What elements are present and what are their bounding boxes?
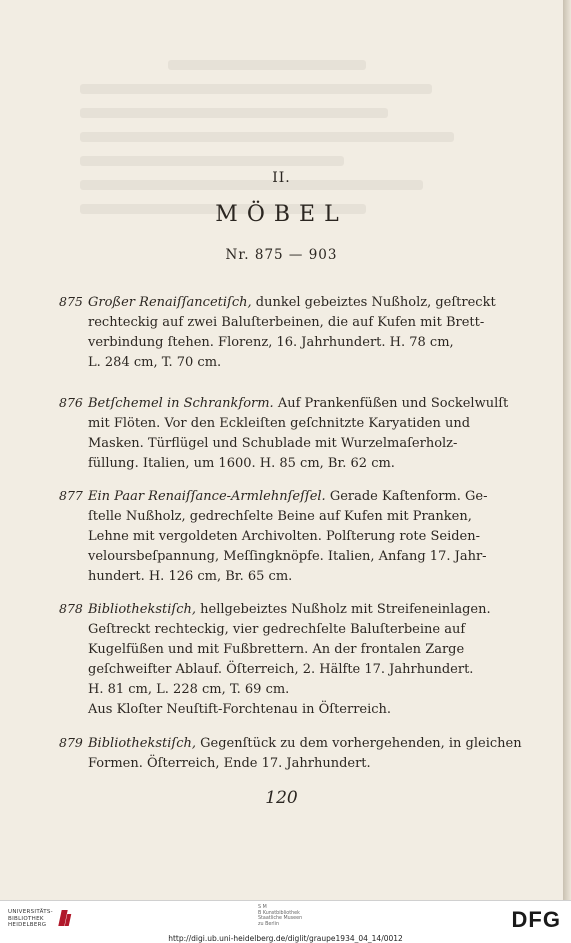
catalog-entry: [59, 599, 489, 720]
lot-text: Gegenſtück zu dem vorhergehenden, in gleichen: [196, 736, 522, 751]
lot-number: 875: [59, 294, 83, 309]
lot-text: Gerade Kaſtenform. Ge-: [325, 489, 488, 504]
lot-number: 879: [59, 735, 83, 750]
lot-number: 878: [59, 601, 83, 616]
university-emblem-icon: [58, 910, 72, 928]
lot-title: Ein Paar Renaiſſance-Armlehnſeſſel.: [88, 489, 326, 504]
lot-text-line: veloursbeſpannung, Meſſingknöpfe. Italien, Anfang 17. Jahr-: [88, 549, 487, 564]
catalog-entry: [59, 393, 509, 474]
lot-text-line: Kugelfüßen und mit Fußbrettern. An der frontalen Zarge: [88, 642, 465, 657]
lot-number: 876: [59, 395, 83, 410]
lot-range: Nr. 875 — 903: [225, 247, 338, 263]
lot-title: Bibliothekstiſch,: [88, 736, 196, 751]
lot-text-line: Aus Kloſter Neuſtift-Forchtenau in Öſterreich.: [88, 702, 392, 717]
page-edge: [563, 0, 571, 900]
lot-text: dunkel gebeiztes Nußholz, geſtreckt: [251, 295, 496, 310]
lot-text-line: Masken. Türflügel und Schublade mit Wurzelmaſerholz-: [88, 436, 458, 451]
lot-text-line: H. 81 cm, L. 228 cm, T. 69 cm.: [88, 682, 290, 697]
lot-text: hellgebeiztes Nußholz mit Streifeneinlagen.: [196, 602, 491, 617]
permalink-url[interactable]: http://digi.ub.uni-heidelberg.de/diglit/graupe1934_04_14/0012: [168, 934, 403, 943]
lot-text-line: Geſtreckt rechteckig, vier gedrechſelte Baluſterbeine auf: [88, 622, 466, 637]
lot-text-line: rechteckig auf zwei Baluſterbeinen, die auf Kufen mit Brett-: [88, 315, 485, 330]
lot-number: 877: [59, 488, 83, 503]
page-number: 120: [265, 788, 298, 808]
lot-text-line: hundert. H. 126 cm, Br. 65 cm.: [88, 569, 293, 584]
dfg-logo[interactable]: DFG: [511, 907, 561, 932]
library-stamp: S M B Kunstbibliothek Staatliche Museen zu Berlin: [258, 905, 303, 927]
lot-text-line: mit Flöten. Vor den Eckleiſten geſchnitzte Karyatiden und: [88, 416, 471, 431]
section-number: II.: [272, 170, 291, 186]
catalog-entry: [59, 292, 496, 373]
lot-text-line: füllung. Italien, um 1600. H. 85 cm, Br. 62 cm.: [88, 456, 395, 471]
lot-text-line: geſchweifter Ablauf. Öſterreich, 2. Hälfte 17. Jahrhundert.: [88, 662, 474, 677]
lot-text-line: verbindung ſtehen. Florenz, 16. Jahrhundert. H. 78 cm,: [88, 335, 454, 350]
catalog-entry: [59, 486, 489, 587]
lot-text: Auf Prankenfüßen und Sockelwulſt: [273, 396, 509, 411]
university-library-logo[interactable]: [8, 909, 72, 929]
lot-title: Betſchemel in Schrankform.: [88, 396, 274, 411]
lot-text-line: L. 284 cm, T. 70 cm.: [88, 355, 222, 370]
section-title: MÖBEL: [215, 202, 348, 227]
lot-title: Großer Renaiſſancetiſch,: [88, 295, 252, 310]
lot-text-line: Formen. Öſterreich, Ende 17. Jahrhundert.: [88, 756, 371, 771]
lot-title: Bibliothekstiſch,: [88, 602, 196, 617]
catalog-entry: [59, 733, 522, 774]
footer-bar: [0, 900, 571, 943]
lot-text-line: ſtelle Nußholz, gedrechſelte Beine auf Kufen mit Pranken,: [88, 509, 472, 524]
lot-text-line: Lehne mit vergoldeten Archivolten. Polſterung rote Seiden-: [88, 529, 481, 544]
university-name: UNIVERSITÄTS- BIBLIOTHEK HEIDELBERG: [8, 909, 53, 928]
